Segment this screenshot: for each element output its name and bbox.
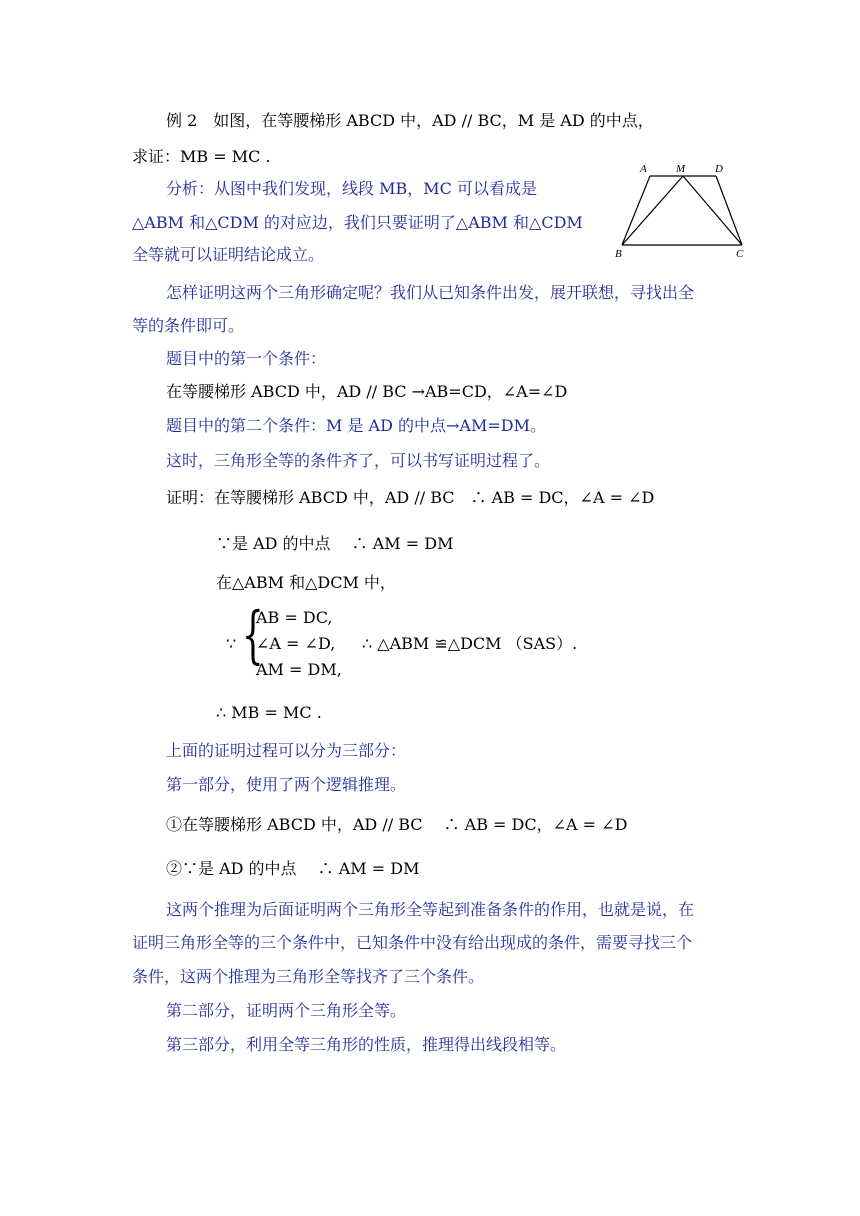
label-b: B xyxy=(615,248,622,260)
analysis-line6: 题目中的第一个条件： xyxy=(166,349,327,368)
explain-line9: 第三部分，利用全等三角形的性质，推理得出线段相等。 xyxy=(166,1035,567,1054)
analysis-line3: 全等就可以证明结论成立。 xyxy=(132,245,325,264)
explain-line1: 上面的证明过程可以分为三部分： xyxy=(166,741,407,760)
analysis-line5: 等的条件即可。 xyxy=(132,316,245,335)
congruence-conclusion: ∴ △ABM ≌△DCM （SAS）. xyxy=(362,634,578,653)
analysis-line1: 分析：从图中我们发现，线段 MB，MC 可以看成是 xyxy=(166,179,537,198)
system-row2: ∠A = ∠D, xyxy=(256,634,336,653)
proof-line1: 证明：在等腰梯形 ABCD 中，AD // BC ∴ AB = DC，∠A = ∠D xyxy=(166,488,655,507)
label-c: C xyxy=(736,248,744,260)
label-a: A xyxy=(640,163,647,175)
system-row1: AB = DC, xyxy=(256,608,333,627)
system-row3: AM = DM, xyxy=(256,660,342,679)
because-symbol: ∵ xyxy=(226,634,237,653)
explain-line5: 这两个推理为后面证明两个三角形全等起到准备条件的作用，也就是说，在 xyxy=(166,900,695,919)
analysis-line4: 怎样证明这两个三角形确定呢？我们从已知条件出发，展开联想，寻找出全 xyxy=(166,283,695,302)
segment-mc xyxy=(683,176,742,245)
explain-line2: 第一部分，使用了两个逻辑推理。 xyxy=(166,775,407,794)
proof-final: ∴ MB = MC . xyxy=(216,703,322,722)
explain-line6: 证明三角形全等的三个条件中，已知条件中没有给出现成的条件，需要寻找三个 xyxy=(132,933,693,952)
explain-line3: ①在等腰梯形 ABCD 中，AD // BC ∴ AB = DC，∠A = ∠D xyxy=(166,815,628,834)
segment-mb xyxy=(622,176,683,245)
system-brace: { xyxy=(242,598,264,671)
analysis-line2: △ABM 和△CDM 的对应边，我们只要证明了△ABM 和△CDM xyxy=(132,213,583,232)
example-statement-line1: 例 2 如图，在等腰梯形 ABCD 中，AD // BC，M 是 AD 的中点， xyxy=(166,111,654,130)
segment-dc xyxy=(716,176,742,245)
example-statement-line2: 求证：MB = MC . xyxy=(132,147,271,166)
analysis-line7: 在等腰梯形 ABCD 中，AD // BC →AB=CD，∠A=∠D xyxy=(166,382,568,401)
analysis-line9: 这时，三角形全等的条件齐了，可以书写证明过程了。 xyxy=(166,451,551,470)
explain-line4: ②∵是 AD 的中点 ∴ AM = DM xyxy=(166,859,420,878)
explain-line8: 第二部分，证明两个三角形全等。 xyxy=(166,1001,407,1020)
analysis-line8: 题目中的第二个条件：M 是 AD 的中点→AM=DM。 xyxy=(166,416,546,435)
proof-line3: 在△ABM 和△DCM 中， xyxy=(216,573,396,592)
trapezoid-figure xyxy=(612,160,762,262)
label-m: M xyxy=(676,163,686,175)
segment-ab xyxy=(622,176,650,245)
explain-line7: 条件，这两个推理为三角形全等找齐了三个条件。 xyxy=(132,967,485,986)
proof-line2: ∵是 AD 的中点 ∴ AM = DM xyxy=(216,534,454,553)
label-d: D xyxy=(715,163,723,175)
